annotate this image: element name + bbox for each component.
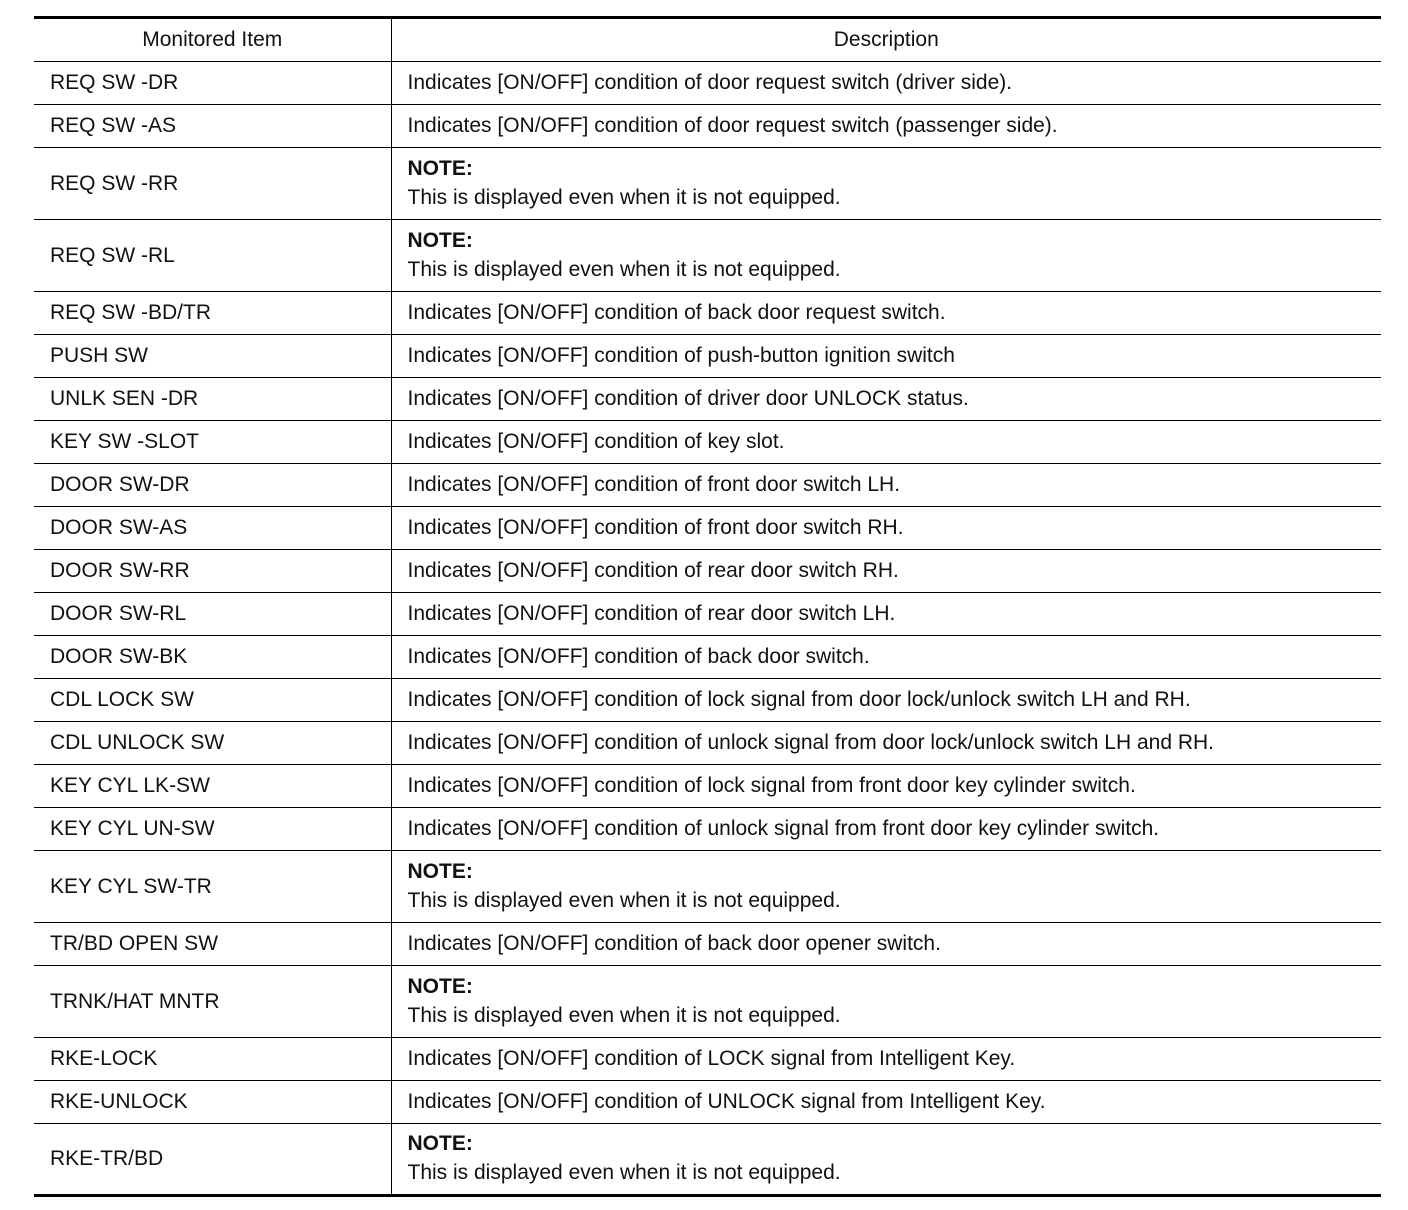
monitored-item-cell: RKE-UNLOCK (34, 1081, 391, 1124)
description-cell: Indicates [ON/OFF] condition of push-button ignition switch (391, 335, 1381, 378)
note-text: This is displayed even when it is not equipped. (407, 185, 841, 209)
note-label: NOTE: (407, 1132, 473, 1155)
column-header-description: Description (391, 18, 1381, 62)
description-cell (391, 1124, 1381, 1196)
table-row (34, 464, 1381, 507)
table-row (34, 1081, 1381, 1124)
description-cell: Indicates [ON/OFF] condition of rear door switch RH. (391, 550, 1381, 593)
table-row (34, 220, 1381, 292)
description-cell: Indicates [ON/OFF] condition of door request switch (driver side). (391, 62, 1381, 105)
description-cell: Indicates [ON/OFF] condition of back door request switch. (391, 292, 1381, 335)
description-cell: Indicates [ON/OFF] condition of unlock signal from door lock/unlock switch LH and RH. (391, 722, 1381, 765)
note-label: NOTE: (407, 228, 473, 252)
monitored-item-cell: TR/BD OPEN SW (34, 923, 391, 966)
description-cell: Indicates [ON/OFF] condition of lock signal from door lock/unlock switch LH and RH. (391, 679, 1381, 722)
note-text: This is displayed even when it is not equipped. (407, 257, 841, 281)
table-row (34, 421, 1381, 464)
note-label: NOTE: (407, 156, 473, 180)
table-header-row (34, 18, 1381, 62)
table-row (34, 808, 1381, 851)
description-cell: Indicates [ON/OFF] condition of back door opener switch. (391, 923, 1381, 966)
table-row (34, 335, 1381, 378)
note-text: This is displayed even when it is not equipped. (407, 1003, 841, 1027)
description-cell: Indicates [ON/OFF] condition of front door switch LH. (391, 464, 1381, 507)
table-row (34, 636, 1381, 679)
description-cell: Indicates [ON/OFF] condition of key slot. (391, 421, 1381, 464)
monitored-item-cell: CDL UNLOCK SW (34, 722, 391, 765)
table-body (34, 62, 1381, 1196)
description-cell: Indicates [ON/OFF] condition of UNLOCK signal from Intelligent Key. (391, 1081, 1381, 1124)
description-cell: Indicates [ON/OFF] condition of LOCK signal from Intelligent Key. (391, 1038, 1381, 1081)
table-row (34, 765, 1381, 808)
table-row (34, 679, 1381, 722)
note-label: NOTE: (407, 859, 473, 883)
monitored-item-cell: DOOR SW-BK (34, 636, 391, 679)
description-cell (391, 220, 1381, 292)
monitored-item-cell: PUSH SW (34, 335, 391, 378)
monitored-item-cell: REQ SW -AS (34, 105, 391, 148)
note-text: This is displayed even when it is not equipped. (407, 888, 841, 912)
description-cell (391, 148, 1381, 220)
table-row (34, 507, 1381, 550)
description-cell: Indicates [ON/OFF] condition of front door switch RH. (391, 507, 1381, 550)
monitored-item-cell: UNLK SEN -DR (34, 378, 391, 421)
description-cell: Indicates [ON/OFF] condition of rear door switch LH. (391, 593, 1381, 636)
monitored-item-cell: TRNK/HAT MNTR (34, 966, 391, 1038)
monitored-items-table (34, 16, 1381, 1197)
description-cell: Indicates [ON/OFF] condition of door request switch (passenger side). (391, 105, 1381, 148)
table-row (34, 148, 1381, 220)
description-cell: Indicates [ON/OFF] condition of back door switch. (391, 636, 1381, 679)
monitored-item-cell: DOOR SW-AS (34, 507, 391, 550)
table-row (34, 1124, 1381, 1196)
table-row (34, 966, 1381, 1038)
note-text: This is displayed even when it is not equipped. (407, 1161, 841, 1184)
table-row (34, 1038, 1381, 1081)
monitored-item-cell: DOOR SW-RL (34, 593, 391, 636)
description-cell (391, 851, 1381, 923)
monitored-item-cell: REQ SW -RL (34, 220, 391, 292)
note-label: NOTE: (407, 974, 473, 998)
monitored-item-cell: KEY CYL UN-SW (34, 808, 391, 851)
table-row (34, 851, 1381, 923)
monitored-item-cell: REQ SW -DR (34, 62, 391, 105)
description-cell: Indicates [ON/OFF] condition of unlock signal from front door key cylinder switch. (391, 808, 1381, 851)
monitored-item-cell: KEY SW -SLOT (34, 421, 391, 464)
table-row (34, 105, 1381, 148)
monitored-item-cell: RKE-LOCK (34, 1038, 391, 1081)
monitored-item-cell: KEY CYL LK-SW (34, 765, 391, 808)
description-cell: Indicates [ON/OFF] condition of driver door UNLOCK status. (391, 378, 1381, 421)
table-row (34, 593, 1381, 636)
table-row (34, 923, 1381, 966)
table-row (34, 378, 1381, 421)
monitored-item-cell: RKE-TR/BD (34, 1124, 391, 1196)
table-row (34, 722, 1381, 765)
monitored-item-cell: REQ SW -BD/TR (34, 292, 391, 335)
table-row (34, 292, 1381, 335)
monitored-item-cell: KEY CYL SW-TR (34, 851, 391, 923)
monitored-item-cell: REQ SW -RR (34, 148, 391, 220)
monitored-item-cell: DOOR SW-DR (34, 464, 391, 507)
column-header-monitored-item: Monitored Item (34, 18, 391, 62)
monitored-item-cell: DOOR SW-RR (34, 550, 391, 593)
table-row (34, 62, 1381, 105)
table-row (34, 550, 1381, 593)
description-cell (391, 966, 1381, 1038)
monitored-item-cell: CDL LOCK SW (34, 679, 391, 722)
description-cell: Indicates [ON/OFF] condition of lock signal from front door key cylinder switch. (391, 765, 1381, 808)
